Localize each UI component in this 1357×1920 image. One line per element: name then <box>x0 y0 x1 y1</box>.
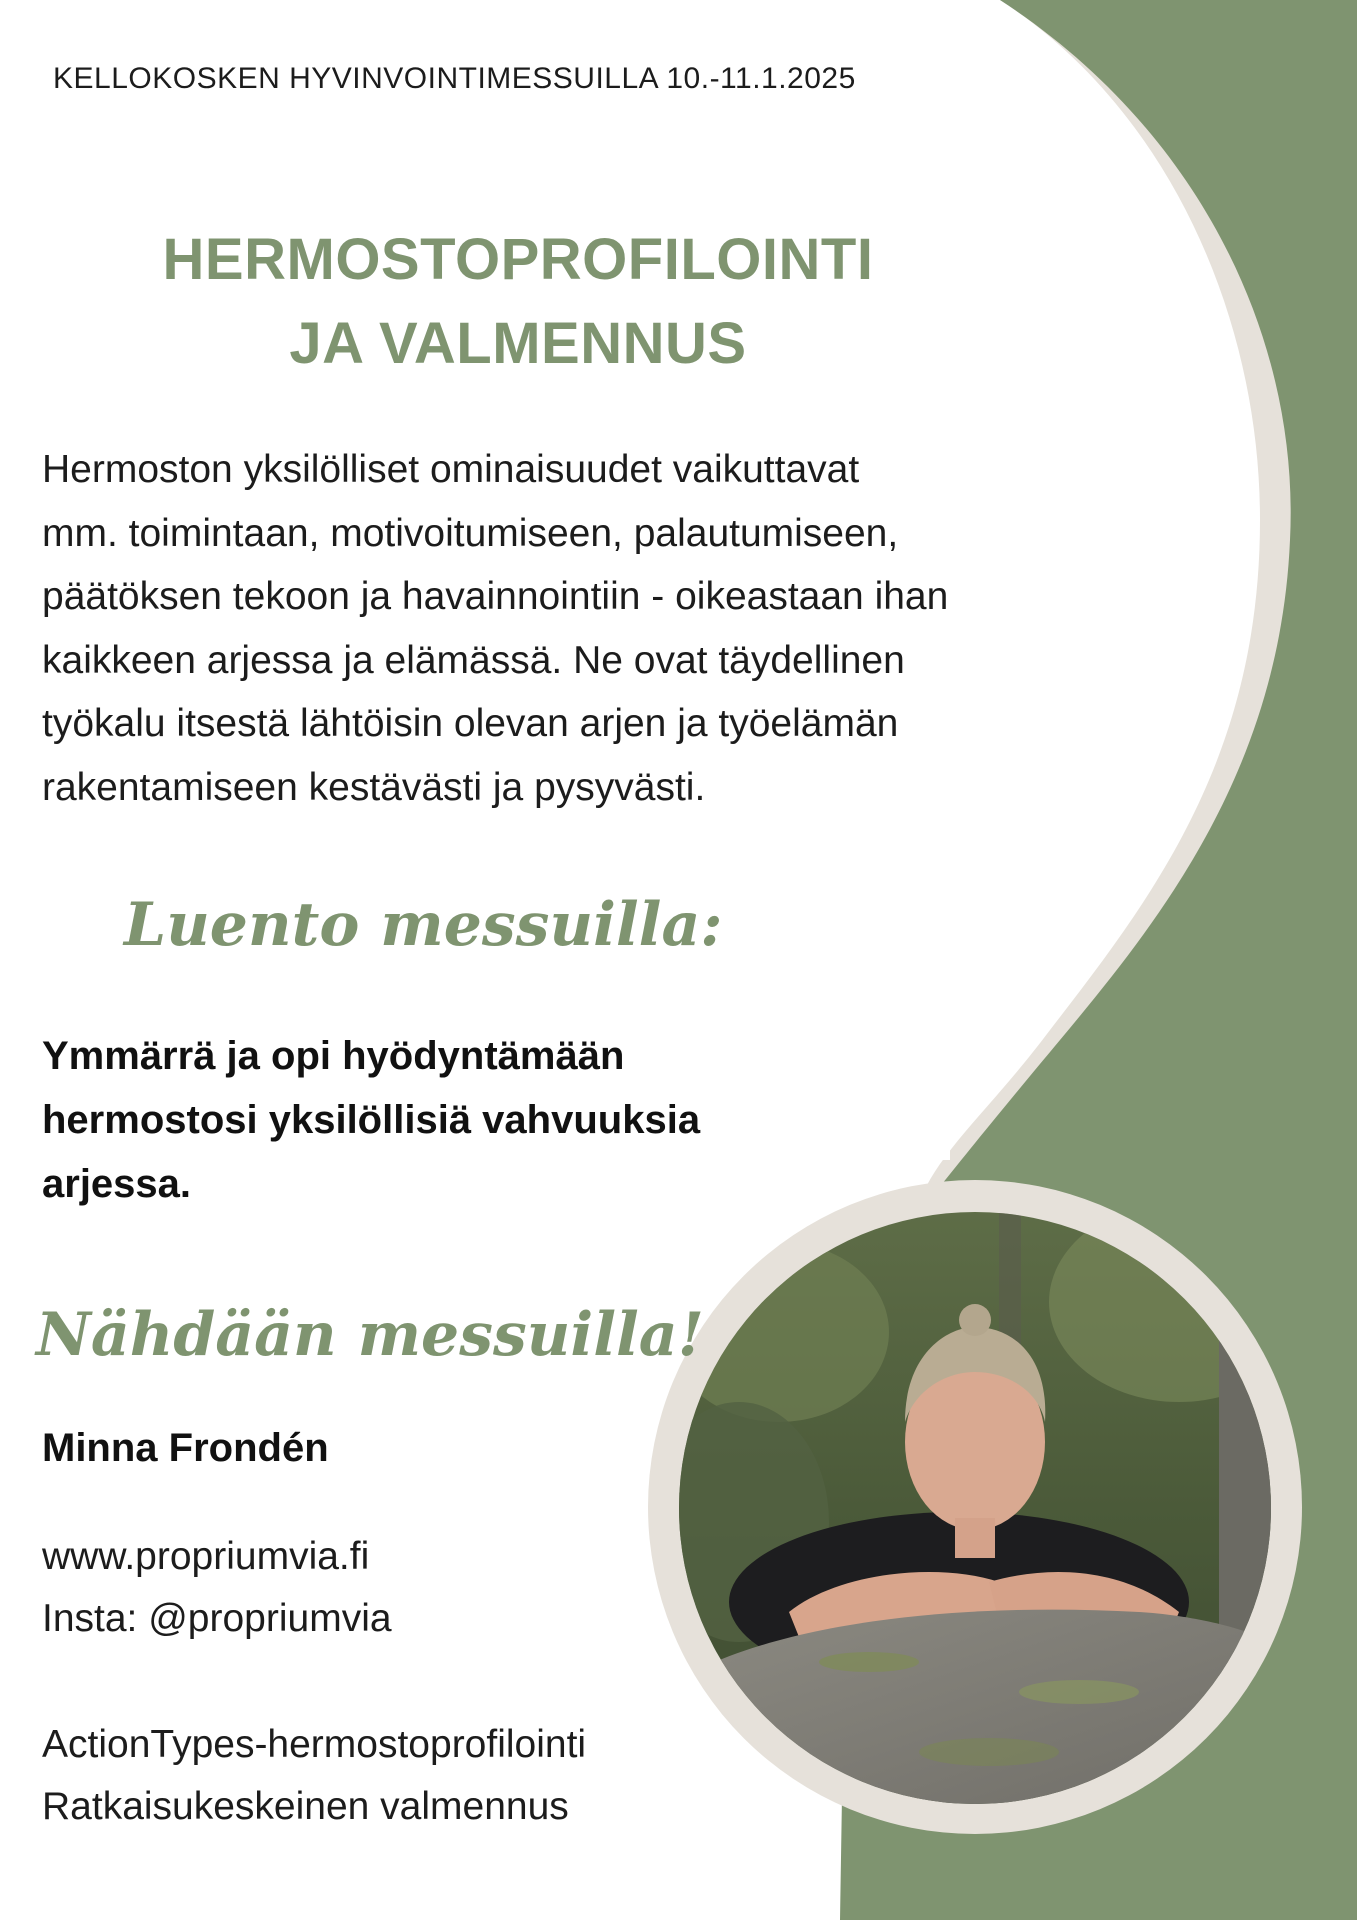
lecture-title-line: hermostosi yksilöllisiä vahvuuksia <box>42 1098 701 1142</box>
service-item: ActionTypes-hermostoprofilointi <box>42 1723 587 1766</box>
portrait-photo <box>659 1192 1291 1824</box>
page-title <box>60 218 976 386</box>
lecture-heading: Luento messuilla: <box>124 890 723 960</box>
contact-info <box>42 1526 392 1650</box>
title-line-2: JA VALMENNUS <box>289 311 747 376</box>
intro-line: kaikkeen arjessa ja elämässä. Ne ovat täydellinen <box>42 638 905 682</box>
instagram-handle[interactable]: Insta: @propriumvia <box>42 1597 392 1640</box>
website-link[interactable]: www.propriumvia.fi <box>42 1535 370 1578</box>
presenter-name: Minna Frondén <box>42 1426 329 1470</box>
intro-line: työkalu itsestä lähtöisin olevan arjen ja työelämän <box>42 702 899 745</box>
see-you-heading: Nähdään messuilla! <box>36 1300 704 1370</box>
lecture-title-line: arjessa. <box>42 1162 192 1206</box>
intro-line: päätöksen tekoon ja havainnointiin - oikeastaan ihan <box>42 575 949 618</box>
services-list <box>42 1714 586 1838</box>
service-item: Ratkaisukeskeinen valmennus <box>42 1785 569 1828</box>
intro-line: rakentamiseen kestävästi ja pysyvästi. <box>42 765 706 809</box>
title-line-1: HERMOSTOPROFILOINTI <box>162 227 874 292</box>
intro-line: Hermoston yksilölliset ominaisuudet vaikuttavat <box>42 448 860 491</box>
lecture-title-line: Ymmärrä ja opi hyödyntämään <box>42 1034 625 1078</box>
intro-line: mm. toimintaan, motivoitumiseen, palautumiseen, <box>42 511 899 555</box>
lecture-title <box>42 1024 700 1216</box>
event-line: KELLOKOSKEN HYVINVOINTIMESSUILLA 10.-11.1.2025 <box>53 62 856 95</box>
intro-paragraph <box>42 438 1102 819</box>
